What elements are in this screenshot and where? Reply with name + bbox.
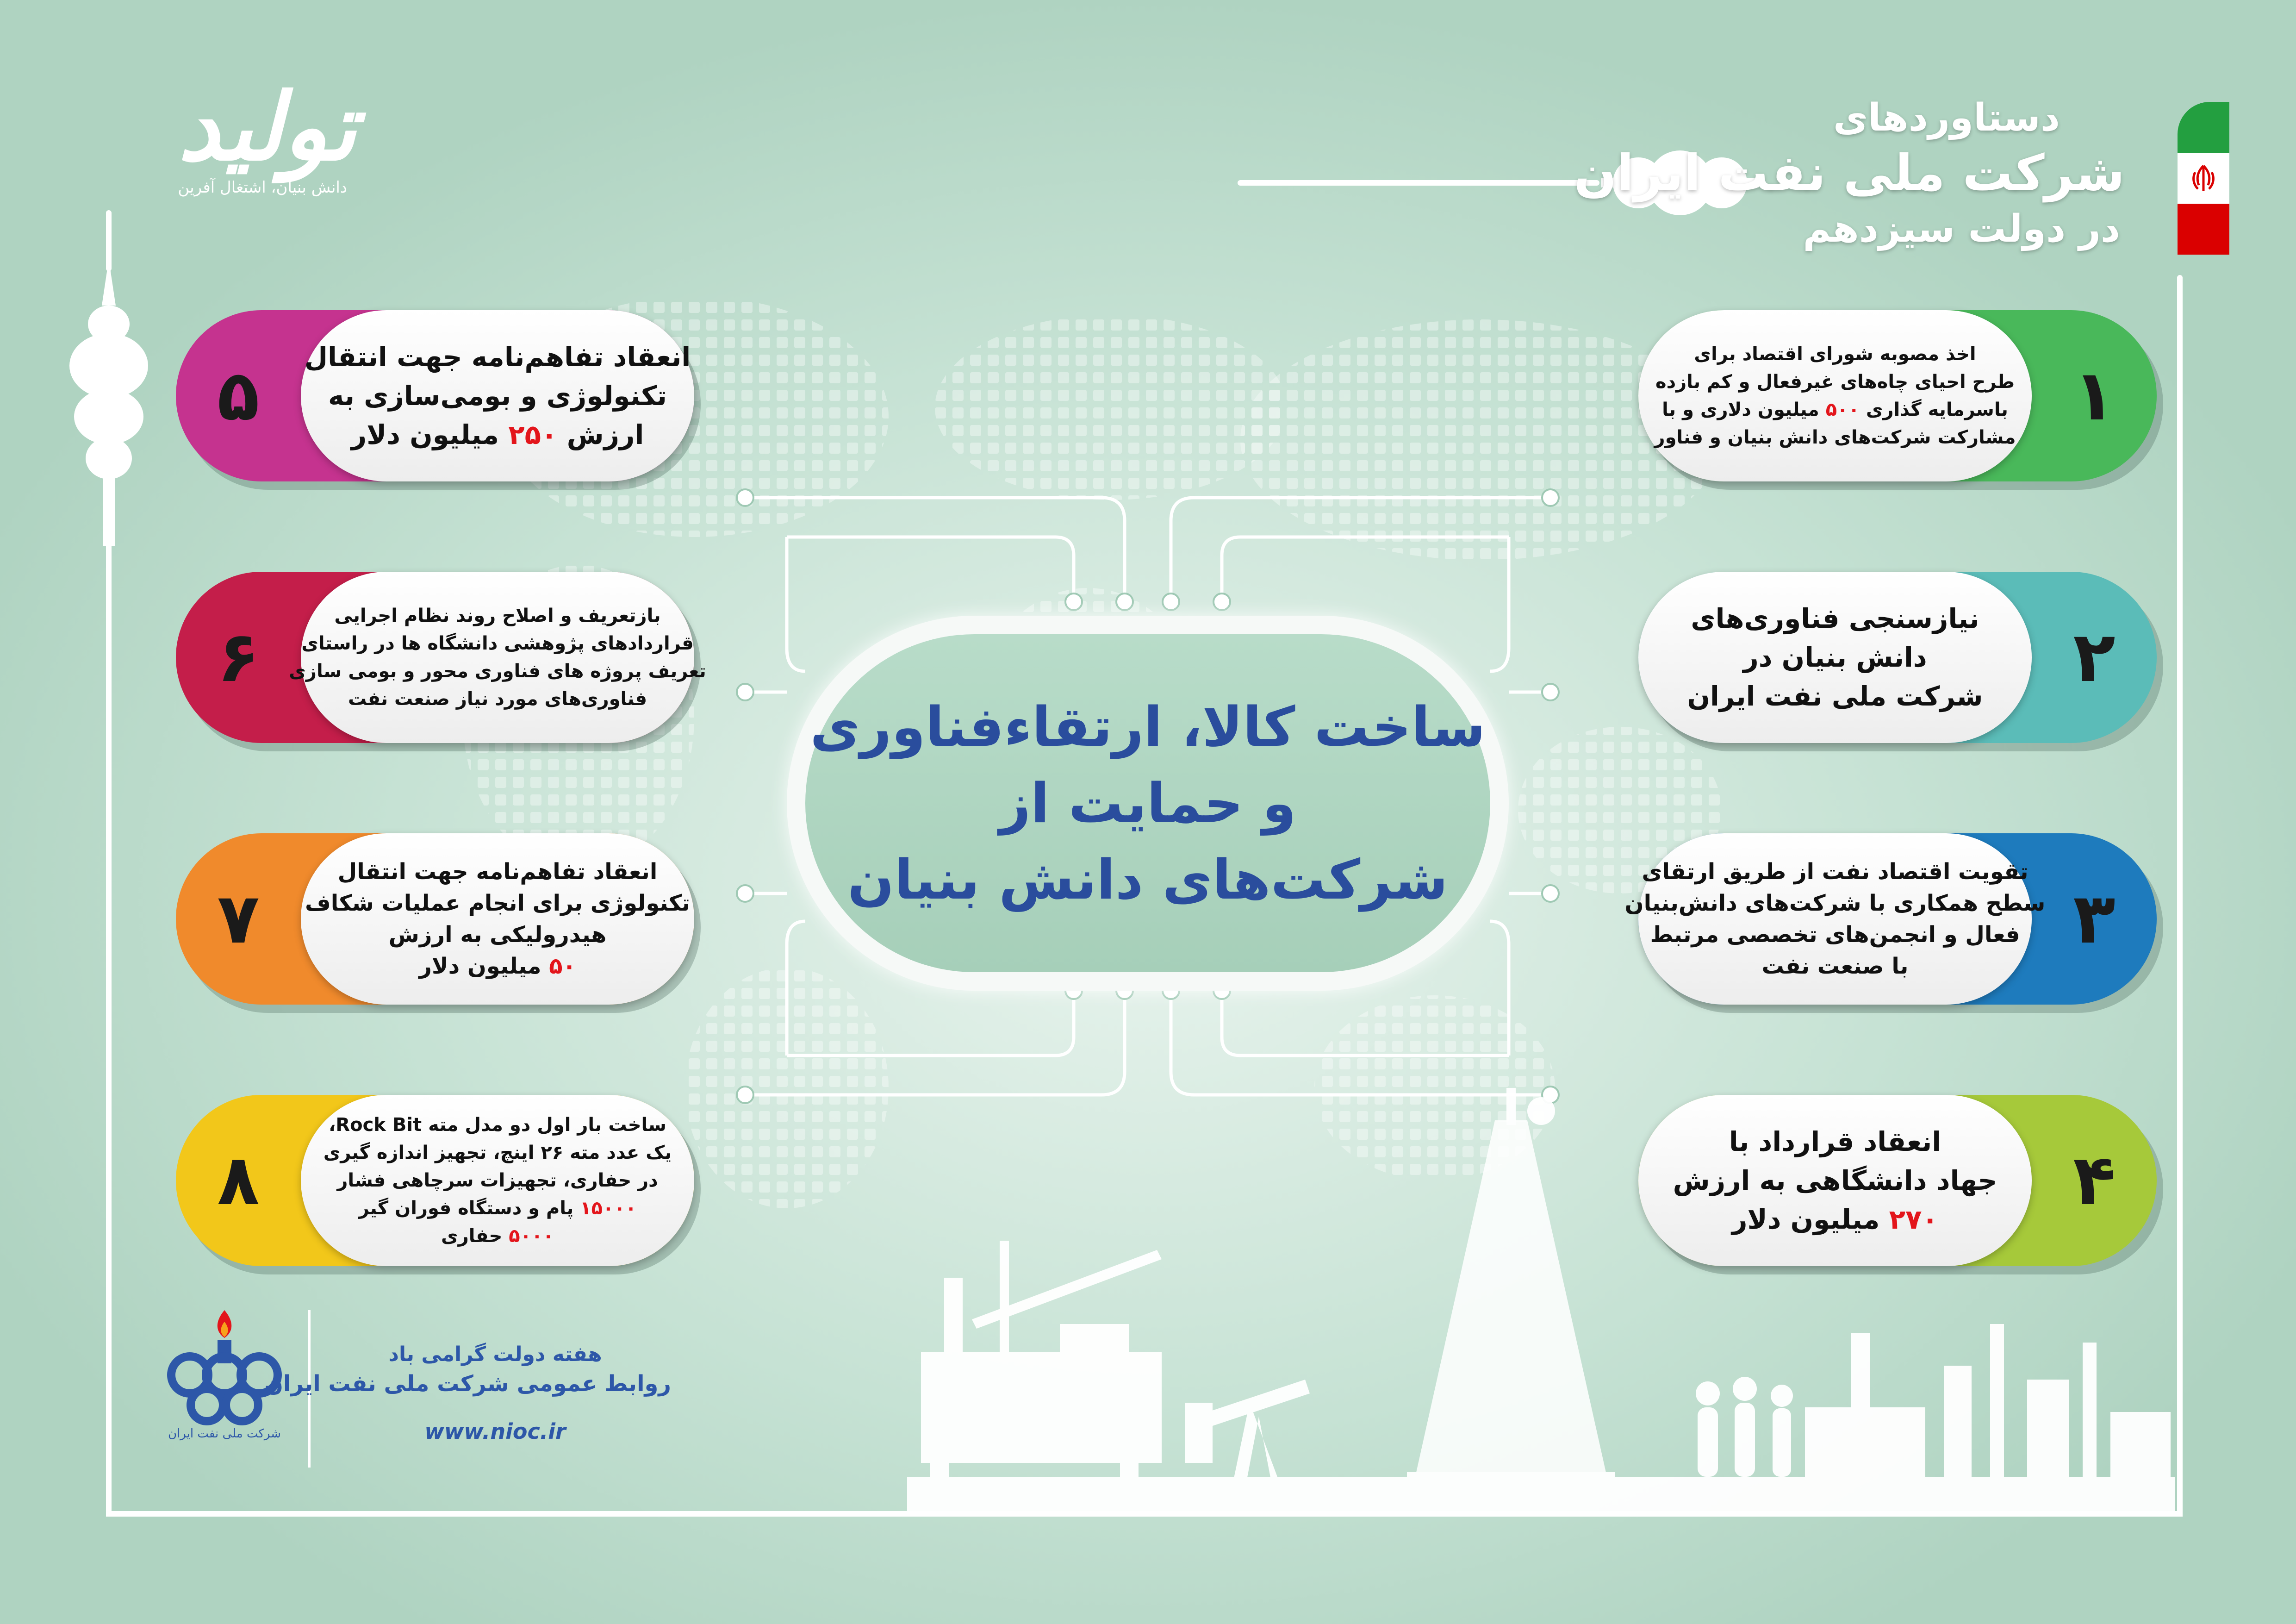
text-part: میلیون دلار [351, 419, 509, 450]
highlight-value: ۱۵۰۰۰ [580, 1198, 637, 1219]
achievement-text-line [1732, 1200, 1938, 1239]
achievement-item-5 [176, 310, 694, 481]
achievement-text-line: هیدرولیکی به ارزش [388, 922, 607, 948]
achievement-number: ۸ [217, 1140, 260, 1221]
achievement-text-line: فناوری‌های مورد نیاز صنعت نفت [348, 688, 647, 710]
text-part: میلیون دلاری و با [1662, 399, 1826, 420]
center-line-3: شرکت‌های دانش بنیان [847, 847, 1448, 912]
achievement-text-line: تعریف پروژه های فناوری محور و بومی سازی [289, 661, 706, 682]
achievement-number: ۲ [2073, 617, 2116, 698]
achievement-item-7 [176, 833, 694, 1005]
tolid-logo [97, 74, 356, 213]
achievement-text-line: طرح احیای چاه‌های غیرفعال و کم بازده [1655, 371, 2015, 393]
achievement-text-line: انعقاد تفاهم‌نامه جهت انتقال [337, 859, 658, 885]
achievement-text [289, 572, 706, 743]
achievement-text-line: اخذ مصوبه شورای اقتصاد برای [1694, 344, 1976, 365]
achievement-text-line: شرکت ملی نفت ایران [1687, 681, 1983, 712]
achievement-item-6 [176, 572, 706, 743]
achievement-text-line [441, 1222, 554, 1250]
achievement-item-3 [1624, 833, 2157, 1005]
logo-word: تولید [178, 73, 356, 181]
achievement-number: ۱ [2073, 356, 2116, 436]
achievement-text-line: جهاد دانشگاهی به ارزش [1673, 1165, 1997, 1196]
achievement-item-4 [1638, 1095, 2157, 1266]
footer-greeting: هفته دولت گرامی باد [388, 1343, 602, 1366]
achievement-text-line: تقویت اقتصاد نفت از طریق ارتقای [1642, 859, 2028, 885]
achievement-text-line: مشارکت شرکت‌های دانش بنیان و فناور [1654, 427, 2016, 448]
highlight-value: ۵۰۰ [1825, 399, 1860, 420]
achievement-text-line [419, 950, 576, 982]
achievement-text [308, 1095, 687, 1266]
achievement-text-line: تکنولوژی و بومی‌سازی به [328, 380, 667, 412]
achievement-text-line: بازتعریف و اصلاح روند نظام اجرایی [334, 605, 661, 626]
achievement-text-line: انعقاد قرارداد با [1729, 1126, 1941, 1157]
achievement-item-1 [1638, 310, 2157, 481]
achievement-number: ۶ [217, 617, 260, 698]
highlight-value: ۵۰ [549, 953, 576, 979]
achievement-text-line: قراردادهای پژوهشی دانشگاه ها در راستای [301, 633, 694, 654]
center-line-2: و حمایت از [999, 771, 1296, 835]
footer-website-link[interactable]: www.nioc.ir [424, 1419, 566, 1444]
title-line-2: شرکت ملی نفت ایران [1574, 144, 2125, 202]
achievement-text [1645, 1095, 2025, 1266]
footer [264, 1340, 671, 1446]
text-part: ارزش [557, 419, 644, 450]
achievement-text [305, 833, 691, 1005]
achievement-number: ۵ [217, 356, 260, 436]
achievement-text-line: دانش بنیان در [1743, 642, 1927, 673]
center-line-1: ساخت کالا، ارتقاءفناوری [810, 694, 1486, 759]
footer-org: روابط عمومی شرکت ملی نفت ایران [264, 1371, 671, 1397]
achievement-text [1624, 833, 2046, 1005]
achievement-text-line: انعقاد تفاهم‌نامه جهت انتقال [304, 341, 691, 373]
iran-flag-icon [2178, 102, 2229, 255]
title-line-3: در دولت سیزدهم [1803, 207, 2120, 251]
achievement-text-line: با صنعت نفت [1761, 953, 1909, 979]
achievement-text-line [351, 415, 644, 454]
achievement-text-line: ساخت بار اول دو مدل مته Rock Bit، [329, 1114, 666, 1136]
achievement-text-line: سطح همکاری با شرکت‌های دانش‌بنیان [1624, 890, 2046, 916]
flag-emblem-icon [2190, 162, 2217, 194]
text-part: پام و دستگاه فوران گیر [358, 1198, 580, 1219]
achievement-item-2 [1638, 572, 2157, 743]
achievement-text-line: فعال و انجمن‌های تخصصی مرتبط [1650, 922, 2020, 948]
page-title [1574, 93, 2125, 255]
achievement-text [1645, 572, 2025, 743]
achievement-number: ۴ [2073, 1140, 2116, 1221]
highlight-value: ۵۰۰۰ [509, 1225, 554, 1247]
center-oval [787, 616, 1509, 991]
achievement-text-line: نیازسنجی فناوری‌های [1691, 603, 1979, 634]
achievement-text-line [359, 1194, 637, 1222]
center-title [805, 634, 1490, 972]
logo-subtitle: دانش بنیان، اشتغال آفرین [178, 178, 347, 197]
achievement-number: ۳ [2073, 879, 2116, 959]
text-part: میلیون دلار [1732, 1204, 1889, 1235]
achievement-text [304, 310, 691, 481]
achievement-text-line [1662, 396, 2008, 424]
nioc-emblem-icon [148, 1305, 301, 1426]
text-part: حفاری [441, 1225, 509, 1247]
achievement-text [1645, 310, 2025, 481]
achievement-number: ۷ [217, 879, 260, 959]
highlight-value: ۲۵۰ [508, 419, 558, 450]
achievement-text-line: یک عدد مته ۲۶ اینچ، تجهیز اندازه گیری [323, 1142, 672, 1163]
achievement-item-8 [176, 1095, 694, 1266]
highlight-value: ۲۷۰ [1889, 1204, 1938, 1235]
achievement-text-line: در حفاری، تجهیزات سرچاهی فشار [337, 1170, 658, 1191]
nioc-caption: شرکت ملی نفت ایران [168, 1427, 281, 1441]
text-part: میلیون دلار [419, 953, 549, 979]
title-line-1: دستاوردهای [1833, 96, 2060, 140]
achievement-text-line: تکنولوژی برای انجام عملیات شکاف [305, 890, 691, 916]
text-part: باسرمایه گذاری [1859, 399, 2008, 420]
